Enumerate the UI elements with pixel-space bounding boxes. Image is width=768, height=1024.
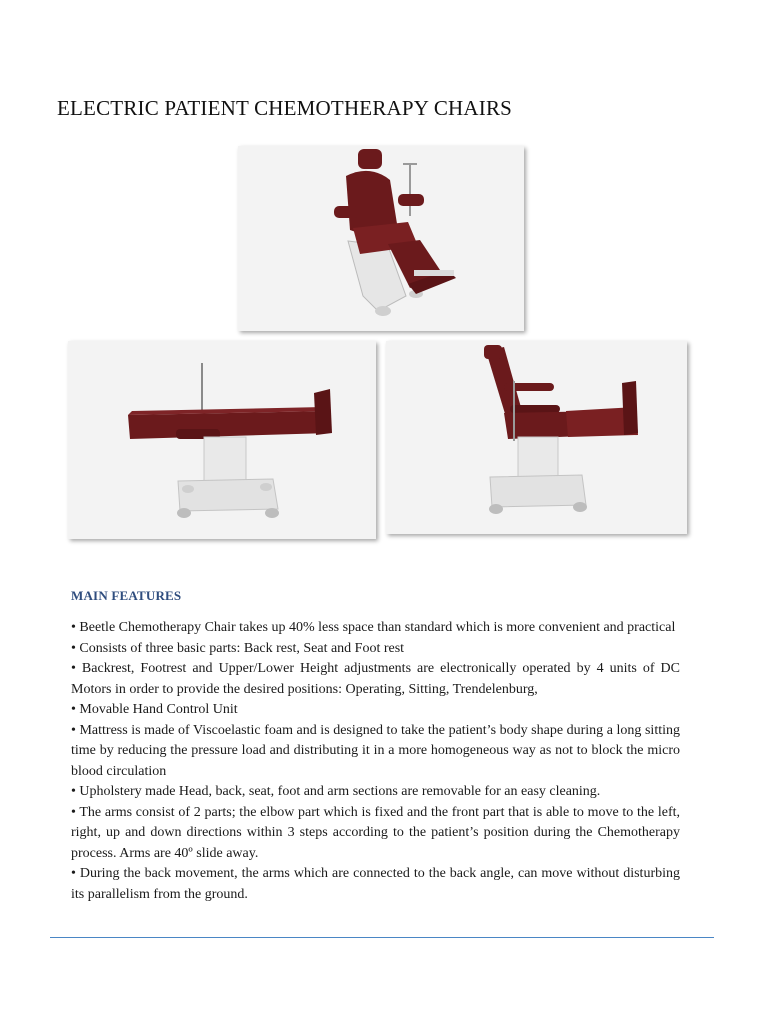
feature-item: • During the back movement, the arms which are connected to the back angle, can move without disturbing its parallelism from the ground. [71,866,680,902]
feature-item: • Movable Hand Control Unit [71,702,238,717]
main-features-heading: MAIN FEATURES [71,588,182,603]
feature-item: • Backrest, Footrest and Upper/Lower Height adjustments are electronically operated by 4 units of DC Motors in order to provide the desired positions: Operating, Sitting, Trendelenburg, [71,661,680,697]
feature-item: • The arms consist of 2 parts; the elbow part which is fixed and the front part that is able to move to the left, right, up and down directions within 3 steps according to the patient’s position during the Chemotherapy process. Arms are 40º slide away. [71,804,680,861]
chair-flat-illustration [68,341,376,539]
chair-reclined-illustration [238,146,524,331]
chair-photo-flat [68,341,376,539]
chair-photo-upright [386,341,687,534]
feature-item: • Consists of three basic parts: Back rest, Seat and Foot rest [71,640,405,656]
features-list [71,618,680,905]
footer-divider [50,937,714,938]
feature-item: • Upholstery made Head, back, seat, foot and arm sections are removable for an easy cleaning. [71,784,601,799]
page-title: ELECTRIC PATIENT CHEMOTHERAPY CHAIRS [57,96,513,120]
chair-upright-illustration [386,341,687,534]
feature-item: • Mattress is made of Viscoelastic foam and is designed to take the patient’s body shape during a long sitting time by reducing the pressure load and distributing it in a more homogeneous way as not to block the micro blood circulation [71,722,680,779]
feature-item: • Beetle Chemotherapy Chair takes up 40% less space than standard which is more convenient and practical [71,620,676,635]
chair-photo-reclined [238,146,524,331]
